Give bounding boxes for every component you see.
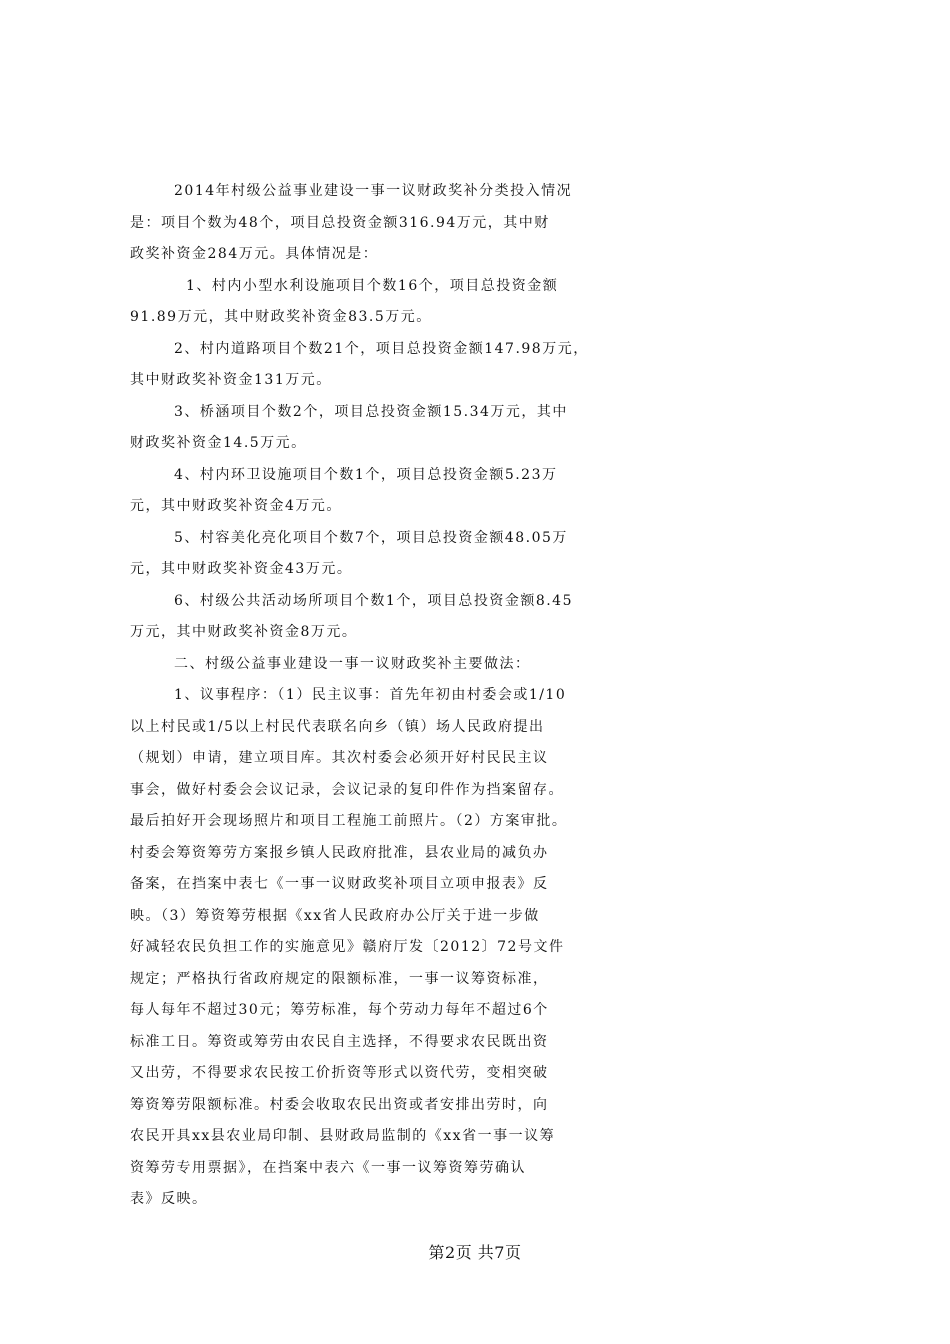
paragraph-line: 最后拍好开会现场照片和项目工程施工前照片。（2）方案审批。: [130, 813, 568, 829]
paragraph-line: 2014年村级公益事业建设一事一议财政奖补分类投入情况: [174, 183, 573, 199]
paragraph-line: 每人每年不超过30元；筹劳标准，每个劳动力每年不超过6个: [130, 1002, 549, 1018]
section-heading: 二、村级公益事业建设一事一议财政奖补主要做法：: [174, 655, 531, 672]
paragraph-line: 标准工日。筹资或筹劳由农民自主选择，不得要求农民既出资: [130, 1033, 549, 1050]
page-number-footer: 第2页 共7页: [428, 1243, 522, 1262]
paragraph-line: 是：项目个数为48个，项目总投资金额316.94万元，其中财: [130, 214, 550, 231]
paragraph-line: 筹资筹劳限额标准。村委会收取农民出资或者安排出劳时，向: [130, 1096, 549, 1113]
paragraph-line: 4、村内环卫设施项目个数1个，项目总投资金额5.23万: [174, 466, 558, 483]
paragraph-line: 万元，其中财政奖补资金8万元。: [130, 624, 358, 640]
paragraph-line: 元，其中财政奖补资金43万元。: [130, 561, 353, 577]
paragraph-line: 表》反映。: [130, 1191, 208, 1207]
paragraph-line: 备案，在挡案中表七《一事一议财政奖补项目立项申报表》反: [130, 876, 549, 892]
paragraph-line: 又出劳，不得要求农民按工价折资等形式以资代劳，变相突破: [130, 1065, 549, 1081]
paragraph-line: 资筹劳专用票据》，在挡案中表六《一事一议筹资筹劳确认: [130, 1159, 526, 1176]
paragraph-line: 映。（3）筹资筹劳根据《xx省人民政府办公厅关于进一步做: [130, 907, 540, 924]
paragraph-line: 事会，做好村委会会议记录，会议记录的复印件作为挡案留存。: [130, 781, 564, 798]
paragraph-line: 2、村内道路项目个数21个，项目总投资金额147.98万元，: [174, 340, 589, 357]
paragraph-line: 3、桥涵项目个数2个，项目总投资金额15.34万元，其中: [174, 403, 568, 420]
paragraph-line: 91.89万元，其中财政奖补资金83.5万元。: [130, 309, 432, 325]
paragraph-line: 以上村民或1/5以上村民代表联名向乡（镇）场人民政府提出: [130, 718, 545, 735]
paragraph-line: （规划）申请，建立项目库。其次村委会必须开好村民民主议: [130, 750, 549, 766]
paragraph-line: 财政奖补资金14.5万元。: [130, 435, 307, 451]
paragraph-line: 规定；严格执行省政府规定的限额标准，一事一议筹资标准，: [130, 970, 549, 987]
paragraph-line: 政奖补资金284万元。具体情况是：: [130, 246, 379, 262]
paragraph-line: 元，其中财政奖补资金4万元。: [130, 498, 342, 514]
paragraph-line: 1、村内小型水利设施项目个数16个，项目总投资金额: [186, 277, 559, 294]
paragraph-line: 1、议事程序：（1）民主议事：首先年初由村委会或1/10: [174, 687, 567, 703]
paragraph-line: 村委会筹资筹劳方案报乡镇人民政府批准，县农业局的减负办: [130, 844, 549, 861]
paragraph-line: 其中财政奖补资金131万元。: [130, 372, 332, 388]
paragraph-line: 6、村级公共活动场所项目个数1个，项目总投资金额8.45: [174, 592, 573, 609]
paragraph-line: 农民开具xx县农业局印制、县财政局监制的《xx省一事一议筹: [130, 1128, 556, 1144]
paragraph-line: 好减轻农民负担工作的实施意见》赣府厅发〔2012〕72号文件: [130, 939, 565, 955]
paragraph-line: 5、村容美化亮化项目个数7个，项目总投资金额48.05万: [174, 529, 568, 546]
